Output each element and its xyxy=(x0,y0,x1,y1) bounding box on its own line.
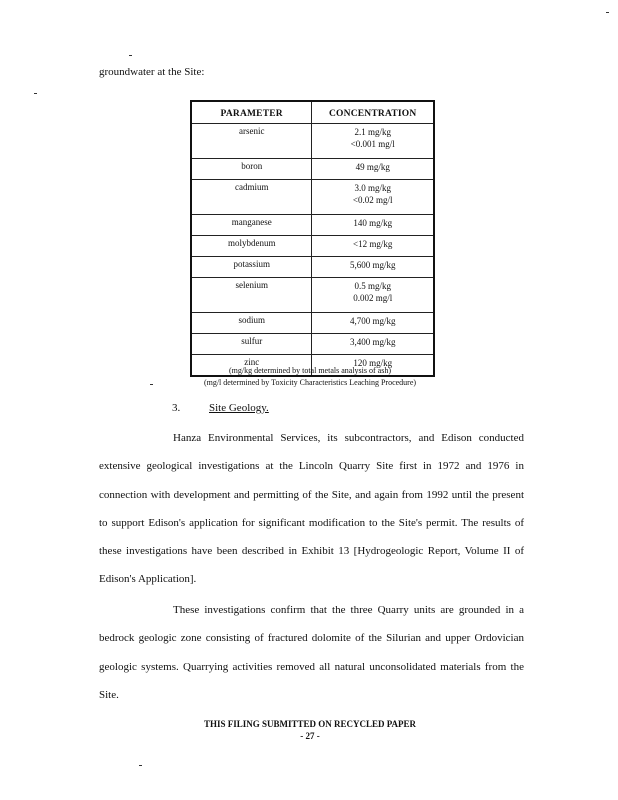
table-row xyxy=(191,215,434,236)
paragraph xyxy=(99,596,524,709)
concentration-value: 120 mg/kg xyxy=(353,358,393,368)
page-number: - 27 - xyxy=(300,731,320,741)
paragraph-text: Hanza Environmental Services, its subcontractors, and Edison conducted extensive geological investigations at the Lincoln Quarry Site first in 1972 and 1976 in connection with development and permitting of the Site, and again from 1992 until the present to support Edison's application for significant modification to the Site's permit. The results of these investigations have been described in Exhibit 13 [Hydrogeologic Report, Volume II of Edison's Application]. xyxy=(99,432,524,586)
table-notes xyxy=(160,365,460,389)
parameter-cell: cadmium xyxy=(191,180,312,215)
table-row xyxy=(191,313,434,334)
concentration-cell xyxy=(312,236,434,257)
concentration-value: <0.02 mg/l xyxy=(352,195,393,205)
parameter-cell: selenium xyxy=(191,278,312,313)
table-row xyxy=(191,257,434,278)
paragraph xyxy=(99,424,524,594)
concentration-value: 3,400 mg/kg xyxy=(349,337,396,347)
parameter-cell: sulfur xyxy=(191,334,312,355)
parameter-cell: sodium xyxy=(191,313,312,334)
parameter-cell: potassium xyxy=(191,257,312,278)
scan-speck xyxy=(34,93,37,94)
parameter-cell: manganese xyxy=(191,215,312,236)
concentration-cell xyxy=(312,180,434,215)
concentration-table xyxy=(190,100,435,377)
section-number: 3. xyxy=(172,402,181,414)
table-body xyxy=(191,124,434,377)
scan-speck xyxy=(139,765,142,766)
table-note: (mg/kg determined by total metals analysis of ash) xyxy=(229,366,391,375)
table-row xyxy=(191,159,434,180)
concentration-value: 49 mg/kg xyxy=(355,162,390,172)
parameter-cell: molybdenum xyxy=(191,236,312,257)
table-header-row xyxy=(191,101,434,124)
section-title: Site Geology. xyxy=(209,402,269,414)
concentration-value: 0.5 mg/kg xyxy=(354,281,391,291)
header-concentration: CONCENTRATION xyxy=(312,101,434,124)
table-row xyxy=(191,236,434,257)
scan-speck xyxy=(150,384,153,385)
concentration-value: <0.001 mg/l xyxy=(350,139,395,149)
parameter-cell: boron xyxy=(191,159,312,180)
concentration-cell xyxy=(312,334,434,355)
concentration-value: 4,700 mg/kg xyxy=(349,316,396,326)
scan-speck xyxy=(129,55,132,56)
page-footer xyxy=(150,718,470,742)
paragraph-text: These investigations confirm that the three Quarry units are grounded in a bedrock geologic zone consisting of fractured dolomite of the Silurian and upper Ordovician geologic systems. Quarrying activities removed all natural unconsolidated materials from the Site. xyxy=(99,604,524,701)
parameter-cell: zinc xyxy=(191,355,312,377)
table-row xyxy=(191,334,434,355)
concentration-cell xyxy=(312,257,434,278)
header-parameter: PARAMETER xyxy=(191,101,312,124)
concentration-value: 2.1 mg/kg xyxy=(354,127,391,137)
concentration-cell xyxy=(312,159,434,180)
recycled-paper-notice: THIS FILING SUBMITTED ON RECYCLED PAPER xyxy=(203,719,417,729)
table-note: (mg/l determined by Toxicity Characteristics Leaching Procedure) xyxy=(203,378,417,387)
table-row xyxy=(191,278,434,313)
concentration-cell xyxy=(312,215,434,236)
concentration-value: 140 mg/kg xyxy=(353,218,393,228)
concentration-cell xyxy=(312,124,434,159)
table-row xyxy=(191,180,434,215)
concentration-value: 3.0 mg/kg xyxy=(354,183,391,193)
table-row xyxy=(191,124,434,159)
concentration-value: 5,600 mg/kg xyxy=(349,260,396,270)
concentration-cell xyxy=(312,278,434,313)
section-heading xyxy=(172,402,269,414)
intro-text: groundwater at the Site: xyxy=(99,66,205,78)
parameter-cell: arsenic xyxy=(191,124,312,159)
concentration-value: 0.002 mg/l xyxy=(353,293,393,303)
concentration-cell xyxy=(312,313,434,334)
concentration-value: <12 mg/kg xyxy=(353,239,393,249)
scan-speck xyxy=(606,12,609,13)
